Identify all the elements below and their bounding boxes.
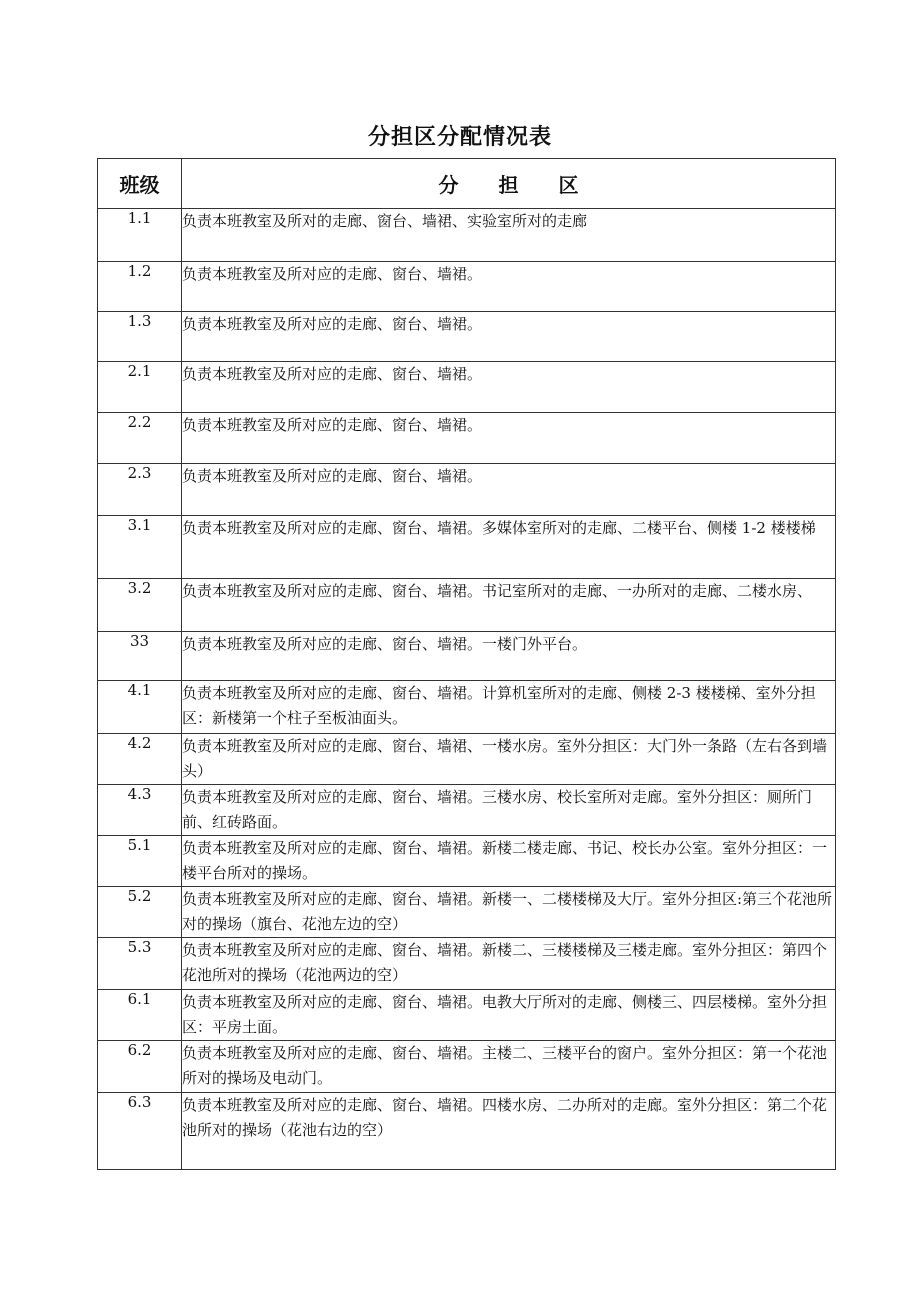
table-row (98, 362, 836, 413)
table-row (98, 836, 836, 887)
class-cell: 5.1 (98, 836, 182, 887)
area-cell: 负责本班教室及所对应的走廊、窗台、墙裙。三楼水房、校长室所对走廊。室外分担区：厕所门前、红砖路面。 (182, 785, 836, 836)
class-cell: 4.3 (98, 785, 182, 836)
class-cell: 1.2 (98, 262, 182, 312)
table-row (98, 413, 836, 464)
area-cell: 负责本班教室及所对应的走廊、窗台、墙裙。新楼一、二楼楼梯及大厅。室外分担区:第三个花池所对的操场（旗台、花池左边的空） (182, 887, 836, 938)
table-row (98, 1093, 836, 1170)
class-cell: 4.2 (98, 734, 182, 785)
area-cell: 负责本班教室及所对的走廊、窗台、墙裙、实验室所对的走廊 (182, 209, 836, 262)
class-cell: 6.3 (98, 1093, 182, 1170)
table-row (98, 262, 836, 312)
table-row (98, 938, 836, 990)
area-cell: 负责本班教室及所对应的走廊、窗台、墙裙。新楼二楼走廊、书记、校长办公室。室外分担区：一楼平台所对的操场。 (182, 836, 836, 887)
table-row (98, 209, 836, 262)
area-cell: 负责本班教室及所对应的走廊、窗台、墙裙。电教大厅所对的走廊、侧楼三、四层楼梯。室外分担区：平房土面。 (182, 990, 836, 1041)
class-cell: 1.1 (98, 209, 182, 262)
area-cell: 负责本班教室及所对应的走廊、窗台、墙裙。书记室所对的走廊、一办所对的走廊、二楼水房、 (182, 579, 836, 632)
assignment-table (97, 158, 836, 1170)
class-cell: 2.3 (98, 464, 182, 516)
table-row (98, 632, 836, 681)
area-cell: 负责本班教室及所对应的走廊、窗台、墙裙。 (182, 312, 836, 362)
area-cell: 负责本班教室及所对应的走廊、窗台、墙裙。 (182, 362, 836, 413)
class-cell: 4.1 (98, 681, 182, 734)
class-cell: 2.2 (98, 413, 182, 464)
table-row (98, 681, 836, 734)
class-cell: 1.3 (98, 312, 182, 362)
document-title: 分担区分配情况表 (367, 124, 552, 150)
table-row (98, 516, 836, 579)
header-area: 分 担 区 (182, 159, 836, 209)
table-row (98, 579, 836, 632)
area-cell: 负责本班教室及所对应的走廊、窗台、墙裙。计算机室所对的走廊、侧楼 2-3 楼楼梯、室外分担区：新楼第一个柱子至板油面头。 (182, 681, 836, 734)
table-row (98, 990, 836, 1041)
class-cell: 2.1 (98, 362, 182, 413)
area-cell: 负责本班教室及所对应的走廊、窗台、墙裙。新楼二、三楼楼梯及三楼走廊。室外分担区：第四个花池所对的操场（花池两边的空） (182, 938, 836, 990)
area-cell: 负责本班教室及所对应的走廊、窗台、墙裙、一楼水房。室外分担区：大门外一条路（左右各到墙头） (182, 734, 836, 785)
class-cell: 6.1 (98, 990, 182, 1041)
table-row (98, 785, 836, 836)
header-class: 班级 (98, 159, 182, 209)
table-row (98, 312, 836, 362)
area-cell: 负责本班教室及所对应的走廊、窗台、墙裙。一楼门外平台。 (182, 632, 836, 681)
table-header-row (98, 159, 836, 209)
area-cell: 负责本班教室及所对应的走廊、窗台、墙裙。 (182, 262, 836, 312)
area-cell: 负责本班教室及所对应的走廊、窗台、墙裙。四楼水房、二办所对的走廊。室外分担区：第二个花池所对的操场（花池右边的空） (182, 1093, 836, 1170)
class-cell: 5.2 (98, 887, 182, 938)
table-row (98, 734, 836, 785)
area-cell: 负责本班教室及所对应的走廊、窗台、墙裙。 (182, 464, 836, 516)
class-cell: 6.2 (98, 1041, 182, 1093)
class-cell: 33 (98, 632, 182, 681)
class-cell: 3.1 (98, 516, 182, 579)
class-cell: 3.2 (98, 579, 182, 632)
table-row (98, 1041, 836, 1093)
table-row (98, 464, 836, 516)
class-cell: 5.3 (98, 938, 182, 990)
table-row (98, 887, 836, 938)
area-cell: 负责本班教室及所对应的走廊、窗台、墙裙。多媒体室所对的走廊、二楼平台、侧楼 1-2 楼楼梯 (182, 516, 836, 579)
area-cell: 负责本班教室及所对应的走廊、窗台、墙裙。主楼二、三楼平台的窗户。室外分担区：第一个花池所对的操场及电动门。 (182, 1041, 836, 1093)
area-cell: 负责本班教室及所对应的走廊、窗台、墙裙。 (182, 413, 836, 464)
